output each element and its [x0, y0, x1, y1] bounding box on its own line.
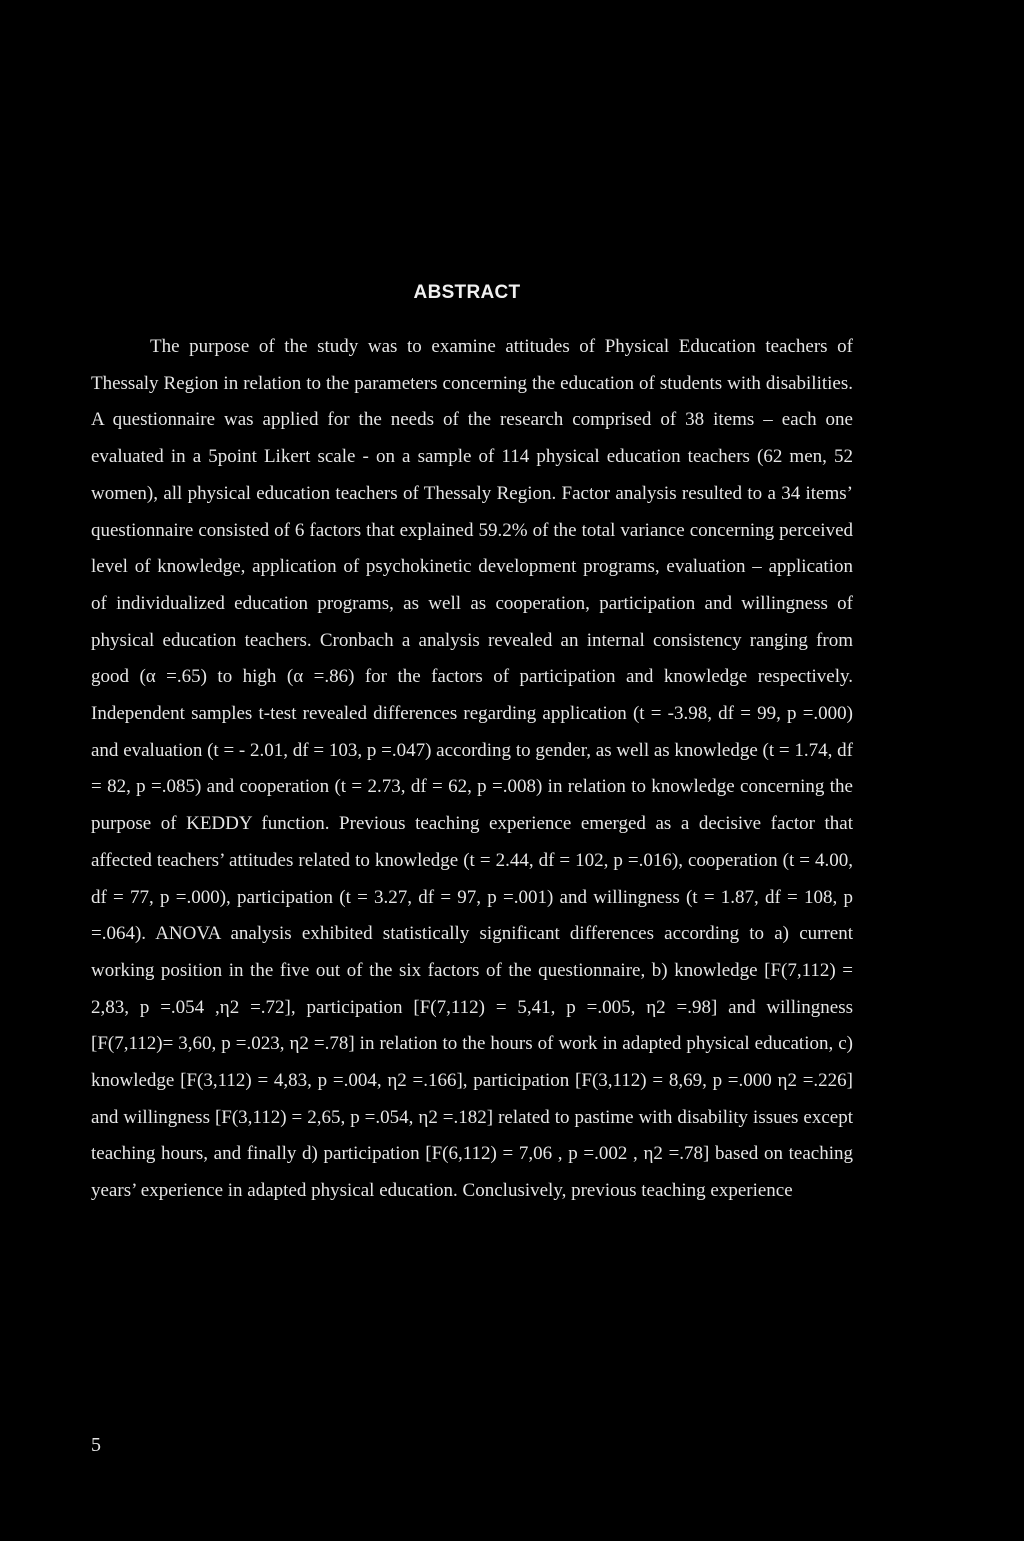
- abstract-heading: ABSTRACT: [413, 282, 521, 303]
- abstract-body: The purpose of the study was to examine attitudes of Physical Education teachers of Thessaly Region in relation to the parameters concerning the education of students with disabilities. A questionnaire was applied for the needs of the research comprised of 38 items – each one evaluated in a 5point Likert scale - on a sample of 114 physical education teachers (62 men, 52 women), all physical education teachers of Thessaly Region. Factor analysis resulted to a 34 items’ questionnaire consisted of 6 factors that explained 59.2% of the total variance concerning perceived level of knowledge, application of psychokinetic development programs, evaluation – application of individualized education programs, as well as cooperation, participation and willingness of physical education teachers. Cronbach a analysis revealed an internal consistency ranging from good (α =.65) to high (α =.86) for the factors of participation and knowledge respectively. Independent samples t-test revealed differences regarding application (t = -3.98, df = 99, p =.000) and evaluation (t = - 2.01, df = 103, p =.047) according to gender, as well as knowledge (t = 1.74, df = 82, p =.085) and cooperation (t = 2.73, df = 62, p =.008) in relation to knowledge concerning the purpose of KEDDY function. Previous teaching experience emerged as a decisive factor that affected teachers’ attitudes related to knowledge (t = 2.44, df = 102, p =.016), cooperation (t = 4.00, df = 77, p =.000), participation (t = 3.27, df = 97, p =.001) and willingness (t = 1.87, df = 108, p =.064). ANOVA analysis exhibited statistically significant differences according to a) current working position in the five out of the six factors of the questionnaire, b) knowledge [F(7,112) = 2,83, p =.054 ,η2 =.72], participation [F(7,112) = 5,41, p =.005, η2 =.98] and willingness [F(7,112)= 3,60, p =.023, η2 =.78] in relation to the hours of work in adapted physical education, c) knowledge [F(3,112) = 4,83, p =.004, η2 =.166], participation [F(3,112) = 8,69, p =.000 η2 =.226] and willingness [F(3,112) = 2,65, p =.054, η2 =.182] related to pastime with disability issues except teaching hours, and finally d) participation [F(6,112) = 7,06 , p =.002 , η2 =.78] based on teaching years’ experience in adapted physical education. Conclusively, previous teaching experience: [91, 336, 853, 1202]
- page-number: 5: [91, 1434, 101, 1456]
